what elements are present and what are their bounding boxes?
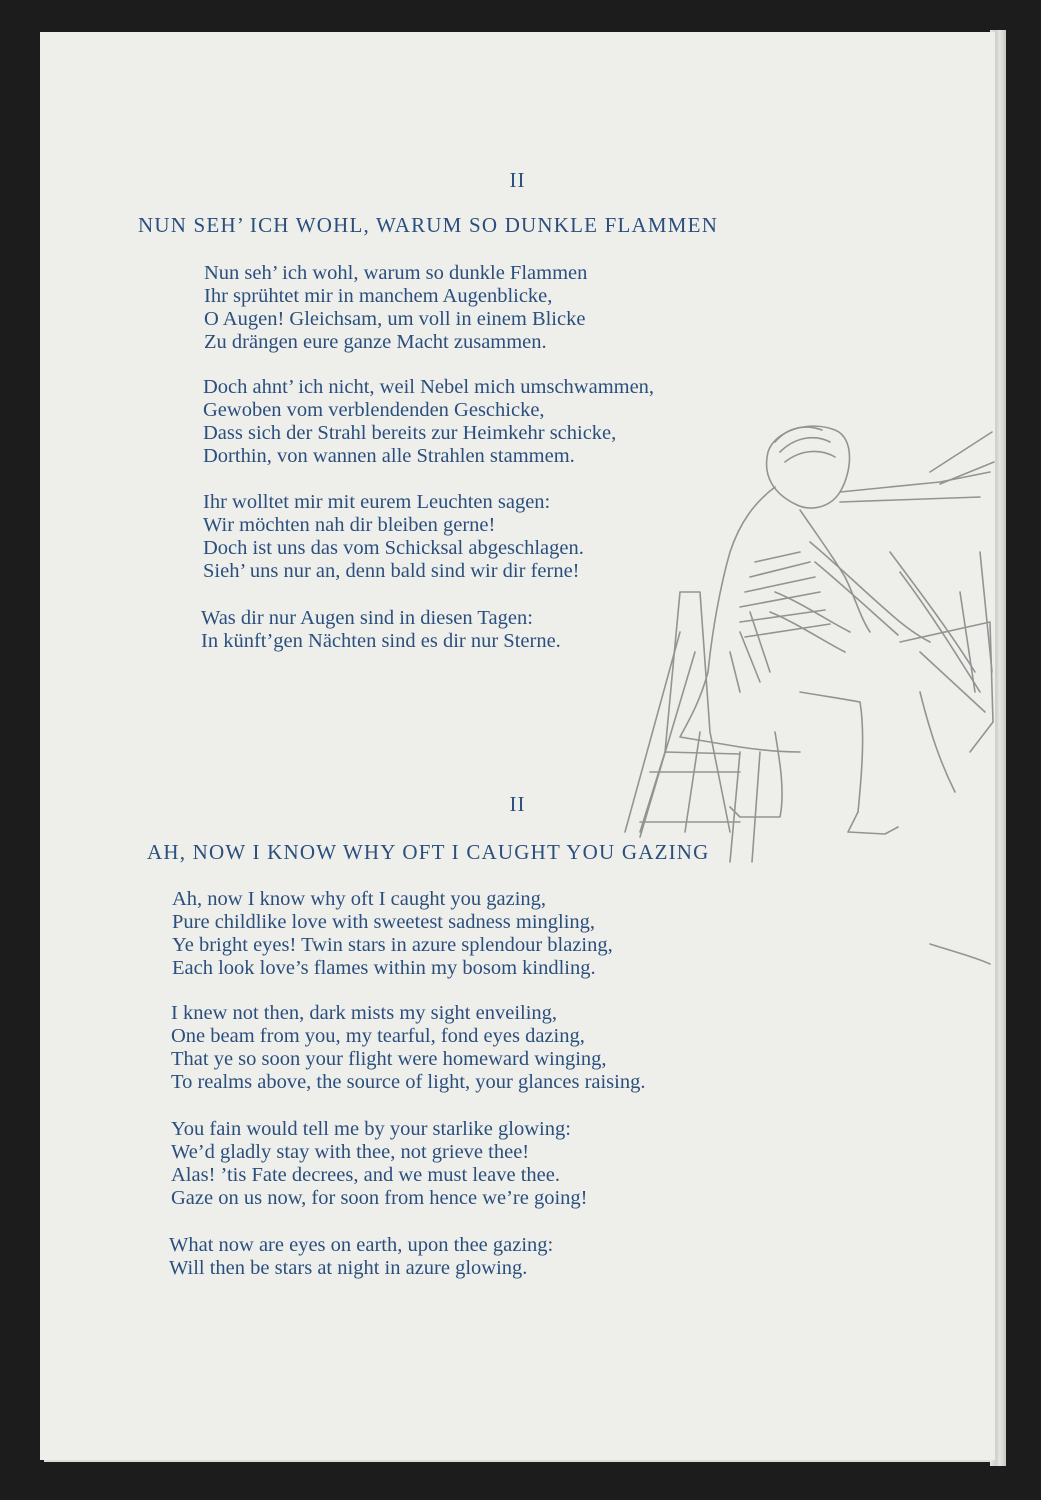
sketch-piano-top [930,432,994,484]
poem-line: Ihr sprühtet mir in manchem Augenblicke, [204,285,553,307]
english-stanza-1 [172,888,613,980]
poem-line: Dass sich der Strahl bereits zur Heimkehr schicke, [203,422,617,444]
english-stanza-3 [171,1118,588,1210]
english-poem-title: AH, NOW I KNOW WHY OFT I CAUGHT YOU GAZING [147,840,710,864]
sketch-piano-edge [960,552,992,692]
poem-line: Ah, now I know why oft I caught you gazing, [172,888,547,910]
poem-line: In künft’gen Nächten sind es dir nur Sterne. [201,630,561,652]
sketch-chest [800,510,870,632]
poem-line: Gaze on us now, for soon from hence we’re going! [171,1187,588,1209]
poem-line: O Augen! Gleichsam, um voll in einem Blicke [204,308,586,330]
poem-line: Alas! ’tis Fate decrees, and we must leave thee. [171,1164,560,1186]
sketch-arm [810,542,930,642]
sketch-piano-leg [920,692,955,792]
poem-line: Ye bright eyes! Twin stars in azure splendour blazing, [172,934,613,956]
poem-line: Gewoben vom verblendenden Geschicke, [203,399,545,421]
sketch-stray-line [930,944,990,964]
sketch-hair [775,427,835,462]
poem-line: That ye so soon your flight were homeward winging, [171,1048,607,1070]
german-stanza-3 [203,491,584,583]
poem-line: Ihr wolltet mir mit eurem Leuchten sagen: [203,491,551,513]
sketch-head [767,426,850,508]
german-section-numeral: II [509,168,526,192]
poem-line: To realms above, the source of light, your glances raising. [171,1071,646,1093]
poem-line: Was dir nur Augen sind in diesen Tagen: [201,607,533,629]
sketch-hatching-2 [770,592,850,652]
sketch-piano-lid [840,472,990,502]
poem-line: Dorthin, von wannen alle Strahlen stammem. [203,445,575,467]
german-poem-title: NUN SEH’ ICH WOHL, WARUM SO DUNKLE FLAMMEN [138,213,719,237]
poem-line: You fain would tell me by your starlike glowing: [171,1118,571,1140]
poem-line: What now are eyes on earth, upon thee gazing: [169,1234,554,1256]
poem-line: Nun seh’ ich wohl, warum so dunkle Flammen [204,262,588,284]
english-stanza-4 [169,1234,553,1280]
english-stanza-2 [171,1002,645,1094]
poem-line: One beam from you, my tearful, fond eyes dazing, [171,1025,585,1047]
german-stanza-4 [201,607,561,653]
poem-line: Sieh’ uns nur an, denn bald sind wir dir ferne! [203,560,580,582]
poem-line: Each look love’s flames within my bosom kindling. [172,957,596,979]
poem-line: We’d gladly stay with thee, not grieve thee! [171,1141,530,1163]
sketch-hatching [740,552,830,637]
sketch-coat [680,672,800,752]
german-stanza-1 [204,262,587,354]
poem-line: Pure childlike love with sweetest sadness mingling, [172,911,596,933]
poem-line: Will then be stars at night in azure glowing. [169,1257,528,1279]
poem-line: Doch ist uns das vom Schicksal abgeschlagen. [203,537,584,559]
sketch-forearm [815,562,898,635]
poem-line: Zu drängen eure ganze Macht zusammen. [204,331,547,353]
sketch-back [708,487,775,672]
poem-line: I knew not then, dark mists my sight enveiling, [171,1002,558,1024]
german-stanza-2 [203,376,654,468]
poem-line: Wir möchten nah dir bleiben gerne! [203,514,496,536]
english-section-numeral: II [509,792,526,816]
sketch-piano-side [890,552,980,692]
sketch-coat-folds [730,612,770,692]
poem-line: Doch ahnt’ ich nicht, weil Nebel mich umschwammen, [203,376,655,398]
sketch-keyboard [900,622,993,752]
sketch-chair-legs [625,632,760,862]
printed-page [40,32,995,1460]
